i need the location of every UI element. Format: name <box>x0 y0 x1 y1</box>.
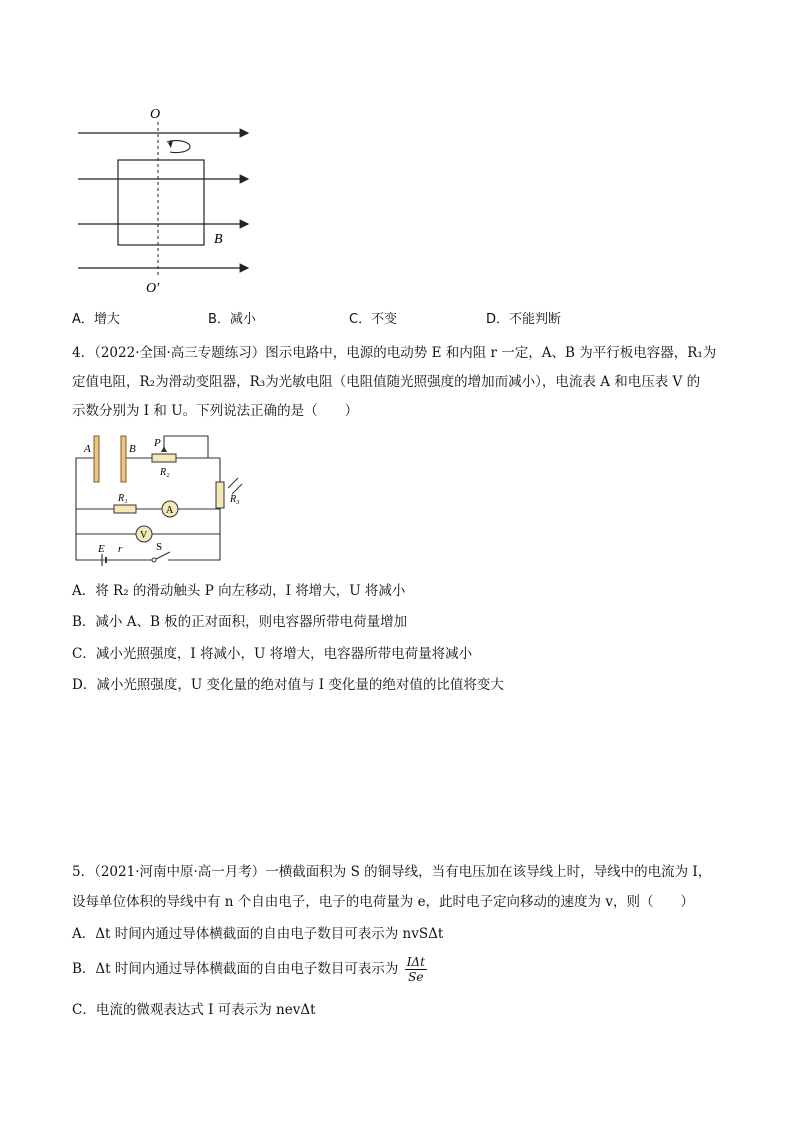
q5-stem-line1: 5．（2021·河南中原·高一月考）一横截面积为 S 的铜导线，当有电压加在该导线上时，导线中的电流为 I， <box>72 864 712 880</box>
svg-text:S: S <box>156 541 163 553</box>
q4-stem-line3: 示数分别为 I 和 U。下列说法正确的是（ ） <box>72 403 359 419</box>
label-O-bottom: O′ <box>146 281 160 296</box>
coil <box>118 160 204 245</box>
q4-stem-line2: 定值电阻，R₂为滑动变阻器，R₃为光敏电阻（电阻值随光照强度的增加而减小），电流表 A 和电压表 V 的 <box>72 374 701 390</box>
q5-option-b[interactable] <box>72 955 427 984</box>
q4-option-c[interactable]: C．减小光照强度，I 将减小，U 将增大，电容器所带电荷量将减小 <box>72 646 473 662</box>
figure-coil-in-field <box>70 100 270 300</box>
svg-text:A: A <box>84 443 91 455</box>
q4-stem-line1: 4．（2022·全国·高三专题练习）图示电路中，电源的电动势 E 和内阻 r 一定，A、B 为平行板电容器，R₁为 <box>72 345 717 361</box>
svg-text:R₂: R₂ <box>160 467 170 478</box>
svg-text:V: V <box>140 530 148 541</box>
q5-option-b-fraction: $\frac{\text{IΔt}}{Se}$ <box>406 955 425 984</box>
resistor-R1 <box>114 505 136 513</box>
q4-option-d[interactable]: D．减小光照强度，U 变化量的绝对值与 I 变化量的绝对值的比值将变大 <box>72 677 504 693</box>
label-O-top: O <box>150 107 161 122</box>
resistor-R2 <box>152 454 176 462</box>
q3-option-d[interactable]: D．不能判断 <box>486 312 562 327</box>
resistor-R3 <box>216 482 224 508</box>
figure-circuit <box>68 430 268 570</box>
svg-text:B: B <box>129 443 136 455</box>
q5-option-b-text: B．Δt 时间内通过导体横截面的自由电子数目可表示为 <box>72 961 399 977</box>
q3-option-c[interactable]: C．不变 <box>349 312 398 327</box>
svg-text:A: A <box>166 505 174 516</box>
svg-text:E: E <box>98 543 105 555</box>
plate-A <box>94 436 99 482</box>
svg-text:R₃: R₃ <box>230 494 240 505</box>
q4-option-b[interactable]: B．减小 A、B 板的正对面积，则电容器所带电荷量增加 <box>72 614 408 630</box>
q5-option-a[interactable]: A．Δt 时间内通过导体横截面的自由电子数目可表示为 nvSΔt <box>72 926 444 942</box>
svg-text:P: P <box>154 437 161 449</box>
svg-text:R₁: R₁ <box>118 493 128 504</box>
q5-option-c[interactable]: C．电流的微观表达式 I 可表示为 nevΔt <box>72 1002 316 1018</box>
svg-text:r: r <box>118 543 123 555</box>
q3-option-a[interactable]: A．增大 <box>72 312 120 327</box>
q4-option-a[interactable]: A．将 R₂ 的滑动触头 P 向左移动，I 将增大，U 将减小 <box>72 583 406 599</box>
q3-option-b[interactable]: B．减小 <box>208 312 256 327</box>
label-B: B <box>214 232 223 247</box>
q5-stem-line2: 设每单位体积的导线中有 n 个自由电子，电子的电荷量为 e，此时电子定向移动的速度为 v，则（ ） <box>72 894 694 910</box>
plate-B <box>121 436 126 482</box>
